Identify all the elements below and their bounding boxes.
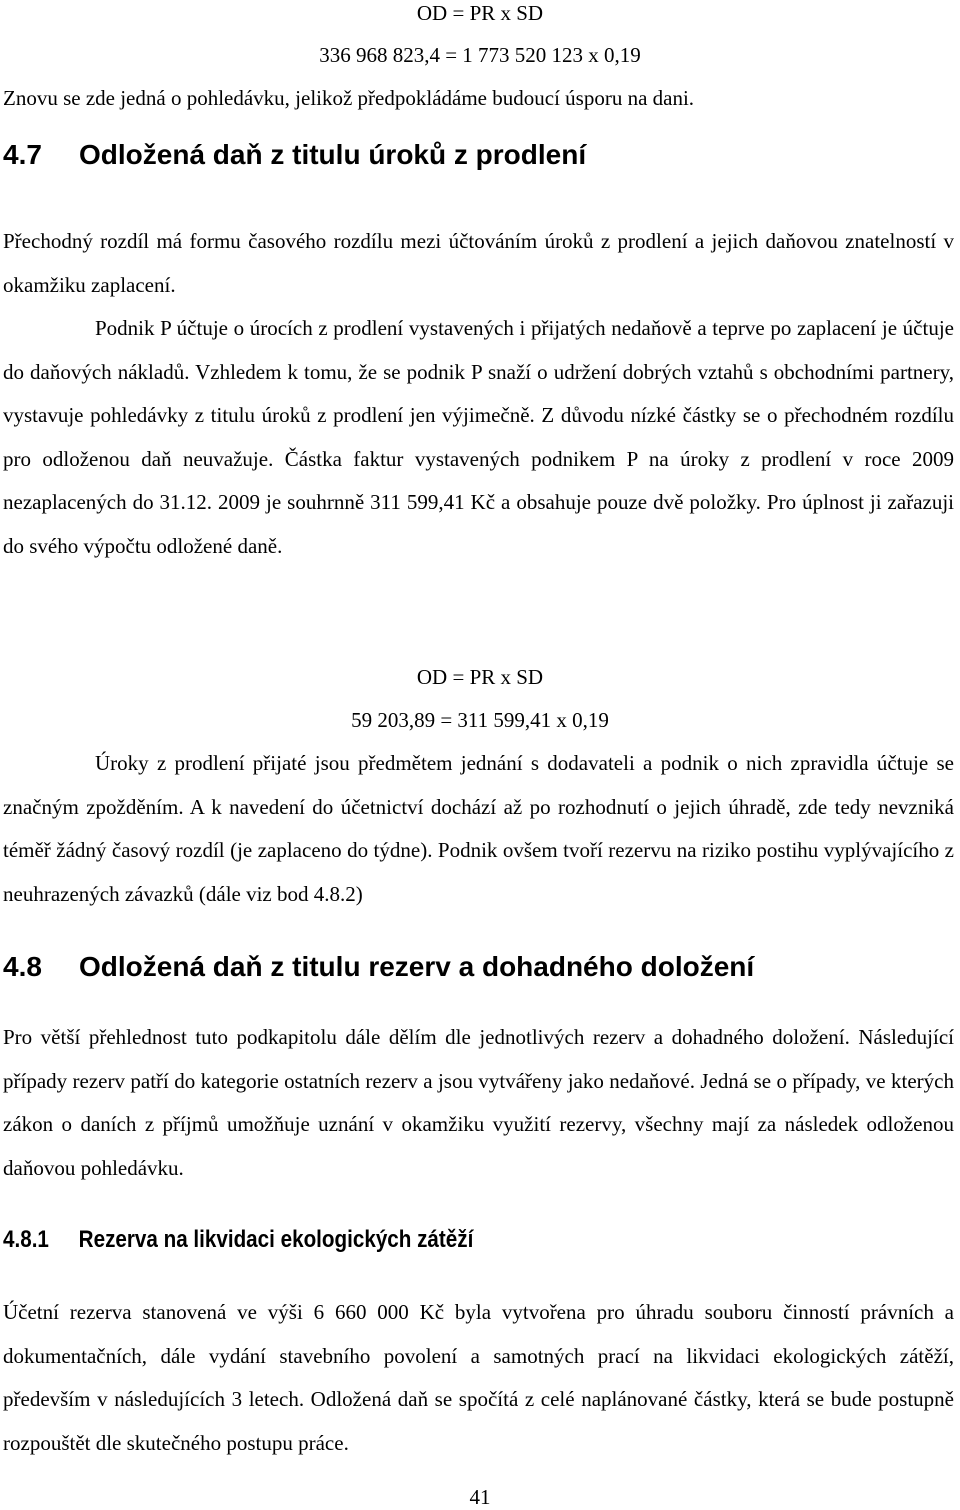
page-number: 41 bbox=[469, 1485, 491, 1509]
paragraph: Úroky z prodlení přijaté jsou předmětem jednání s dodavateli a podnik o nich zpravidla účtuje se značným zpožděním. A k navedení do účetnictví dochází až po rozhodnutí o jejich úhradě, zde tedy nevzniká téměř žádný časový rozdíl (je zaplaceno do týdne). Podnik ovšem tvoří rezervu na riziko postihu vyplývajícího z neuhrazených závazků (dále viz bod 4.8.2) bbox=[3, 751, 954, 906]
paragraph: Účetní rezerva stanovená ve výši 6 660 000 Kč byla vytvořena pro úhradu souboru činností právních a dokumentačních, dále vydání stavebního povolení a samotných prací na likvidaci ekologických zátěží, především v následujících 3 letech. Odložená daň se spočítá z celé naplánované částky, která se bude postupně rozpouštět dle skutečného postupu práce. bbox=[3, 1300, 954, 1455]
section-title: Odložená daň z titulu úroků z prodlení bbox=[79, 139, 587, 170]
paragraph: Podnik P účtuje o úrocích z prodlení vystavených i přijatých nedaňově a teprve po zaplacení je účtuje do daňových nákladů. Vzhledem k tomu, že se podnik P snaží o udržení dobrých vztahů s obchodními partnery, vystavuje pohledávky z titulu úroků z prodlení jen výjimečně. Z důvodu nízké částky se o přechodném rozdílu pro odloženou daň neuvažuje. Částka faktur vystavených podnikem P na úroky z prodlení v roce 2009 nezaplacených do 31.12. 2009 je souhrnně 311 599,41 Kč a obsahuje pouze dvě položky. Pro úplnost ji zařazuji do svého výpočtu odložené daně. bbox=[3, 316, 954, 558]
section-heading-4-8 bbox=[3, 950, 754, 984]
subsection-heading-4-8-1 bbox=[3, 1225, 473, 1255]
section-number: 4.7 bbox=[3, 139, 42, 170]
section-title: Odložená daň z titulu rezerv a dohadného doložení bbox=[79, 951, 755, 982]
note-paragraph: Znovu se zde jedná o pohledávku, jelikož předpokládáme budoucí úsporu na dani. bbox=[3, 86, 695, 110]
paragraph: Přechodný rozdíl má formu časového rozdílu mezi účtováním úroků z prodlení a jejich daňovou znatelností v okamžiku zaplacení. bbox=[3, 229, 954, 297]
section-number: 4.8 bbox=[3, 951, 42, 982]
calculation-line: 336 968 823,4 = 1 773 520 123 x 0,19 bbox=[319, 43, 641, 67]
section-number: 4.8.1 bbox=[3, 1226, 49, 1253]
section-heading-4-7 bbox=[3, 138, 586, 172]
formula-line: OD = PR x SD bbox=[416, 665, 544, 689]
calculation-line: 59 203,89 = 311 599,41 x 0,19 bbox=[351, 708, 609, 732]
paragraph: Pro větší přehlednost tuto podkapitolu dále dělím dle jednotlivých rezerv a dohadného doložení. Následující případy rezerv patří do kategorie ostatních rezerv a jsou vytvářeny jako nedaňové. Jedná se o případy, ve kterých zákon o daních z příjmů umožňuje uznání v okamžiku využití rezervy, všechny mají za následek odloženou daňovou pohledávku. bbox=[3, 1025, 954, 1180]
formula-line: OD = PR x SD bbox=[416, 1, 544, 25]
section-title: Rezerva na likvidaci ekologických zátěží bbox=[78, 1226, 474, 1253]
